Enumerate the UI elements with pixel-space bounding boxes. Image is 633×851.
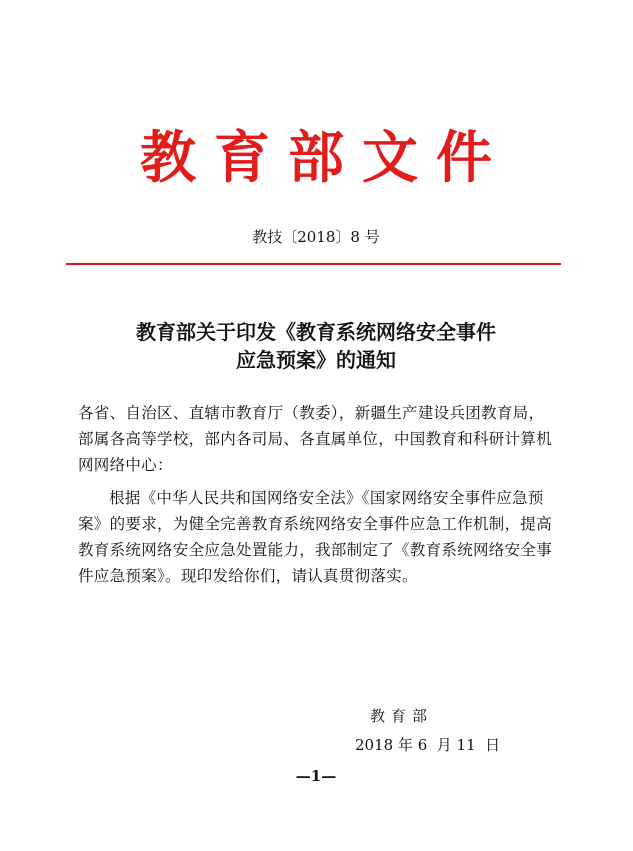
notice-title-line-2: 应急预案》的通知 <box>236 348 396 372</box>
header-char: 育 <box>214 125 270 191</box>
document-number: 教技〔2018〕8 号 <box>252 228 380 246</box>
addressees: 各省、自治区、直辖市教育厅（教委），新疆生产建设兵团教育局，部属各高等学校，部内各司局、各直属单位，中国教育和科研计算机网网络中心： <box>78 404 553 474</box>
header-char: 部 <box>288 125 344 191</box>
issue-date: 2018 年 6 月 11 日 <box>355 736 501 754</box>
red-divider-line <box>66 263 561 265</box>
issuer-signature: 教育部 <box>370 707 434 725</box>
notice-title-line-1: 教育部关于印发《教育系统网络安全事件 <box>136 320 496 344</box>
notice-title <box>66 318 566 374</box>
header-char: 文 <box>362 125 418 191</box>
page-number: —1— <box>295 767 337 785</box>
header-char: 教 <box>140 125 196 191</box>
header-char: 件 <box>436 125 492 191</box>
document-header-title <box>66 126 566 190</box>
body-paragraph: 根据《中华人民共和国网络安全法》《国家网络安全事件应急预案》的要求，为健全完善教育系统网络安全事件应急工作机制，提高教育系统网络安全应急处置能力，我部制定了《教育系统网络安全事件应急预案》。现印发给你们，请认真贯彻落实。 <box>78 489 553 585</box>
